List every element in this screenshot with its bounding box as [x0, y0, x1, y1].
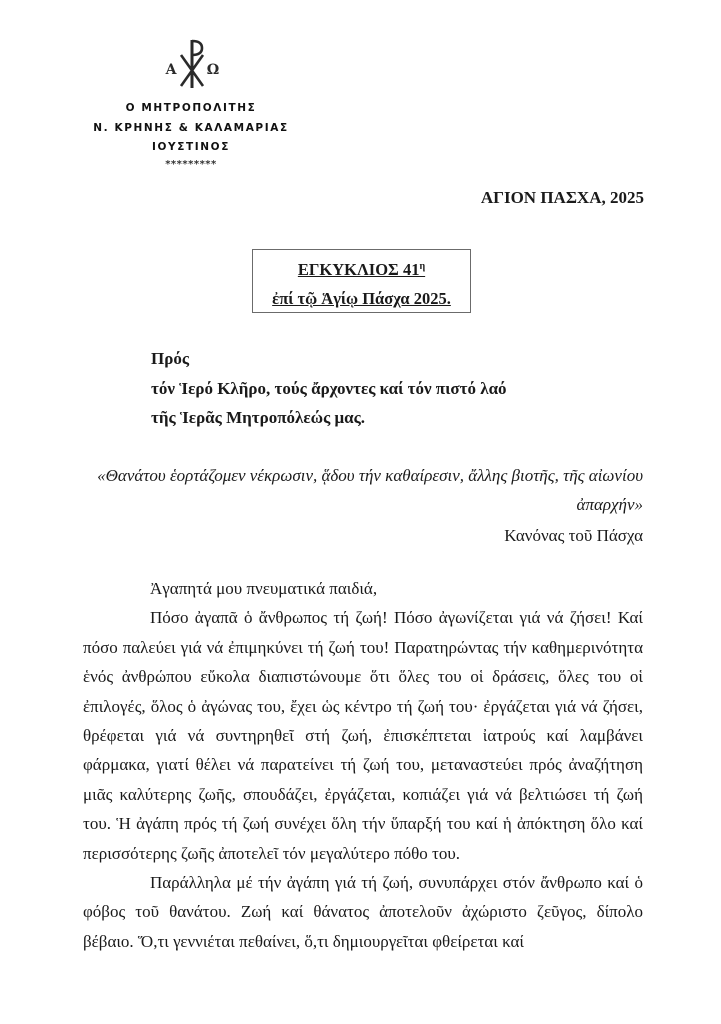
- addressee-line: τῆς Ἱερᾶς Μητροπόλεώς μας.: [151, 408, 366, 427]
- letter-body: [83, 574, 643, 956]
- letterhead-separator: *********: [165, 158, 217, 170]
- body-paragraph: Πόσο ἀγαπᾶ ὁ ἄνθρωπος τή ζωή! Πόσο ἀγωνίζεται γιά νά ζήσει! Καί πόσο παλεύει γιά νά ἐπιμηκύνει τή ζωή του! Παρατηρώντας τήν καθημερινότητα ἑνός ἀνθρώπου εὔκολα διαπιστώνουμε ὅτι ὅλες του οἱ δράσεις, ὅλες του οἱ ἐπιλογές, ὅλος ὁ ἀγώνας του, ἔχει ὡς κέντρο τή ζωή του· ἐργάζεται γιά νά ζήσει, θρέφεται γιά νά συντηρηθεῖ στή ζωή, ἐπισκέπτεται ἰατρούς καί λαμβάνει φάρμακα, γιατί θέλει νά παρατείνει τή ζωή του, μεταναστεύει πρός ἀναζήτηση μιᾶς καλύτερης ζωῆς, σπουδάζει, ἐργάζεται, κοπιάζει γιά νά βελτιώσει τή ζωή του. Ἡ ἀγάπη πρός τή ζωή συνέχει ὅλη τήν ὕπαρξή του καί ἡ ἀπόκτηση ὅλο καί περισσότερης ζωῆς ἀποτελεῖ τόν μεγαλύτερο πόθο του.: [83, 608, 643, 863]
- addressee-line: τόν Ἱερό Κλῆρο, τούς ἄρχοντες καί τόν πιστό λαό: [151, 378, 507, 398]
- epigraph-source: Κανόνας τοῦ Πάσχα: [504, 526, 643, 545]
- encyclical-occasion: ἐπί τῷ Ἁγίῳ Πάσχα 2025.: [272, 289, 451, 308]
- salutation: Ἀγαπητά μου πνευματικά παιδιά,: [150, 579, 378, 598]
- letterhead-name: ΙΟΥΣΤΙΝΟΣ: [152, 141, 230, 153]
- encyclical-number: [253, 256, 470, 281]
- addressee-line: Πρός: [151, 349, 189, 368]
- letterhead-diocese: Ν. ΚΡΗΝΗΣ & ΚΑΛΑΜΑΡΙΑΣ: [93, 121, 289, 134]
- epigraph-quote: «Θανάτου ἑορτάζομεν νέκρωσιν, ᾅδου τήν καθαίρεσιν, ἄλλης βιοτῆς, τῆς αἰωνίου ἀπαρχήν»: [97, 466, 643, 514]
- encyclical-ordinal-suffix: η: [419, 261, 426, 272]
- encyclical-title-box: [252, 249, 471, 313]
- date-line: ΑΓΙΟΝ ΠΑΣΧΑ, 2025: [480, 188, 644, 207]
- body-paragraph: Παράλληλα μέ τήν ἀγάπη γιά τή ζωή, συνυπάρχει στόν ἄνθρωπο καί ὁ φόβος τοῦ θανάτου. Ζωή καί θάνατος ἀποτελοῦν ἀχώριστο ζεῦγος, δίπολο βέβαιο. Ὅ,τι γεννιέται πεθαίνει, ὅ,τι δημιουργεῖται φθείρεται καί: [83, 873, 643, 951]
- omega-letter: Ω: [206, 62, 220, 78]
- letterhead: [83, 99, 299, 172]
- addressee-block: [151, 344, 507, 433]
- alpha-letter: Α: [165, 62, 177, 78]
- letterhead-title: Ο ΜΗΤΡΟΠΟΛΙΤΗΣ: [125, 102, 257, 114]
- chi-rho-alpha-omega-icon: [160, 38, 224, 90]
- encyclical-number-text: ΕΓΚΥΚΛΙΟΣ 41: [297, 260, 420, 279]
